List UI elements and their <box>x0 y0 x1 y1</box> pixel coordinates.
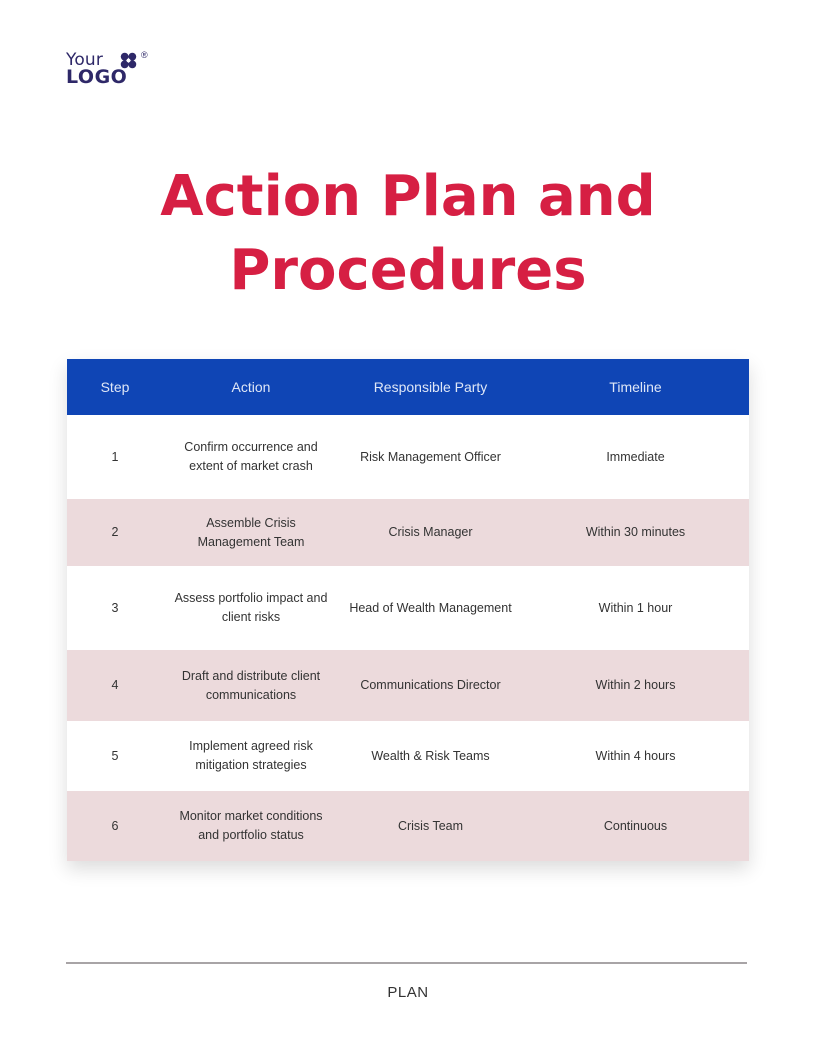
action-plan-table <box>67 359 749 861</box>
logo-text-logo: LOGO <box>66 66 128 88</box>
column-header-responsible-party: Responsible Party <box>339 359 522 415</box>
action-cell: Assemble Crisis Management Team <box>163 499 339 566</box>
timeline-cell: Immediate <box>522 415 749 499</box>
responsible-party-cell: Crisis Team <box>339 791 522 861</box>
table-header-row <box>67 359 749 415</box>
page-title-line-1: Action Plan and <box>160 164 656 229</box>
logo-registered-mark: ® <box>141 50 148 60</box>
responsible-party-cell: Crisis Manager <box>339 499 522 566</box>
table-row <box>67 499 749 566</box>
table-row <box>67 415 749 499</box>
step-cell: 1 <box>67 415 163 499</box>
responsible-party-cell: Risk Management Officer <box>339 415 522 499</box>
timeline-cell: Within 30 minutes <box>522 499 749 566</box>
column-header-step: Step <box>67 359 163 415</box>
logo-text-your: Your <box>66 50 104 70</box>
column-header-action: Action <box>163 359 339 415</box>
step-cell: 5 <box>67 721 163 791</box>
footer-divider <box>66 962 747 964</box>
timeline-cell: Within 1 hour <box>522 566 749 650</box>
action-cell: Implement agreed risk mitigation strategies <box>163 721 339 791</box>
responsible-party-cell: Wealth & Risk Teams <box>339 721 522 791</box>
action-cell: Monitor market conditions and portfolio status <box>163 791 339 861</box>
step-cell: 4 <box>67 650 163 721</box>
table-row <box>67 791 749 861</box>
responsible-party-cell: Head of Wealth Management <box>339 566 522 650</box>
table-row <box>67 650 749 721</box>
table-row <box>67 566 749 650</box>
step-cell: 3 <box>67 566 163 650</box>
action-cell: Assess portfolio impact and client risks <box>163 566 339 650</box>
timeline-cell: Continuous <box>522 791 749 861</box>
action-cell: Confirm occurrence and extent of market crash <box>163 415 339 499</box>
footer-label: PLAN <box>387 984 429 1001</box>
page-title <box>0 160 816 308</box>
step-cell: 2 <box>67 499 163 566</box>
step-cell: 6 <box>67 791 163 861</box>
responsible-party-cell: Communications Director <box>339 650 522 721</box>
table-row <box>67 721 749 791</box>
timeline-cell: Within 4 hours <box>522 721 749 791</box>
action-cell: Draft and distribute client communications <box>163 650 339 721</box>
page-title-line-2: Procedures <box>229 238 587 303</box>
company-logo <box>66 50 156 90</box>
column-header-timeline: Timeline <box>522 359 749 415</box>
timeline-cell: Within 2 hours <box>522 650 749 721</box>
